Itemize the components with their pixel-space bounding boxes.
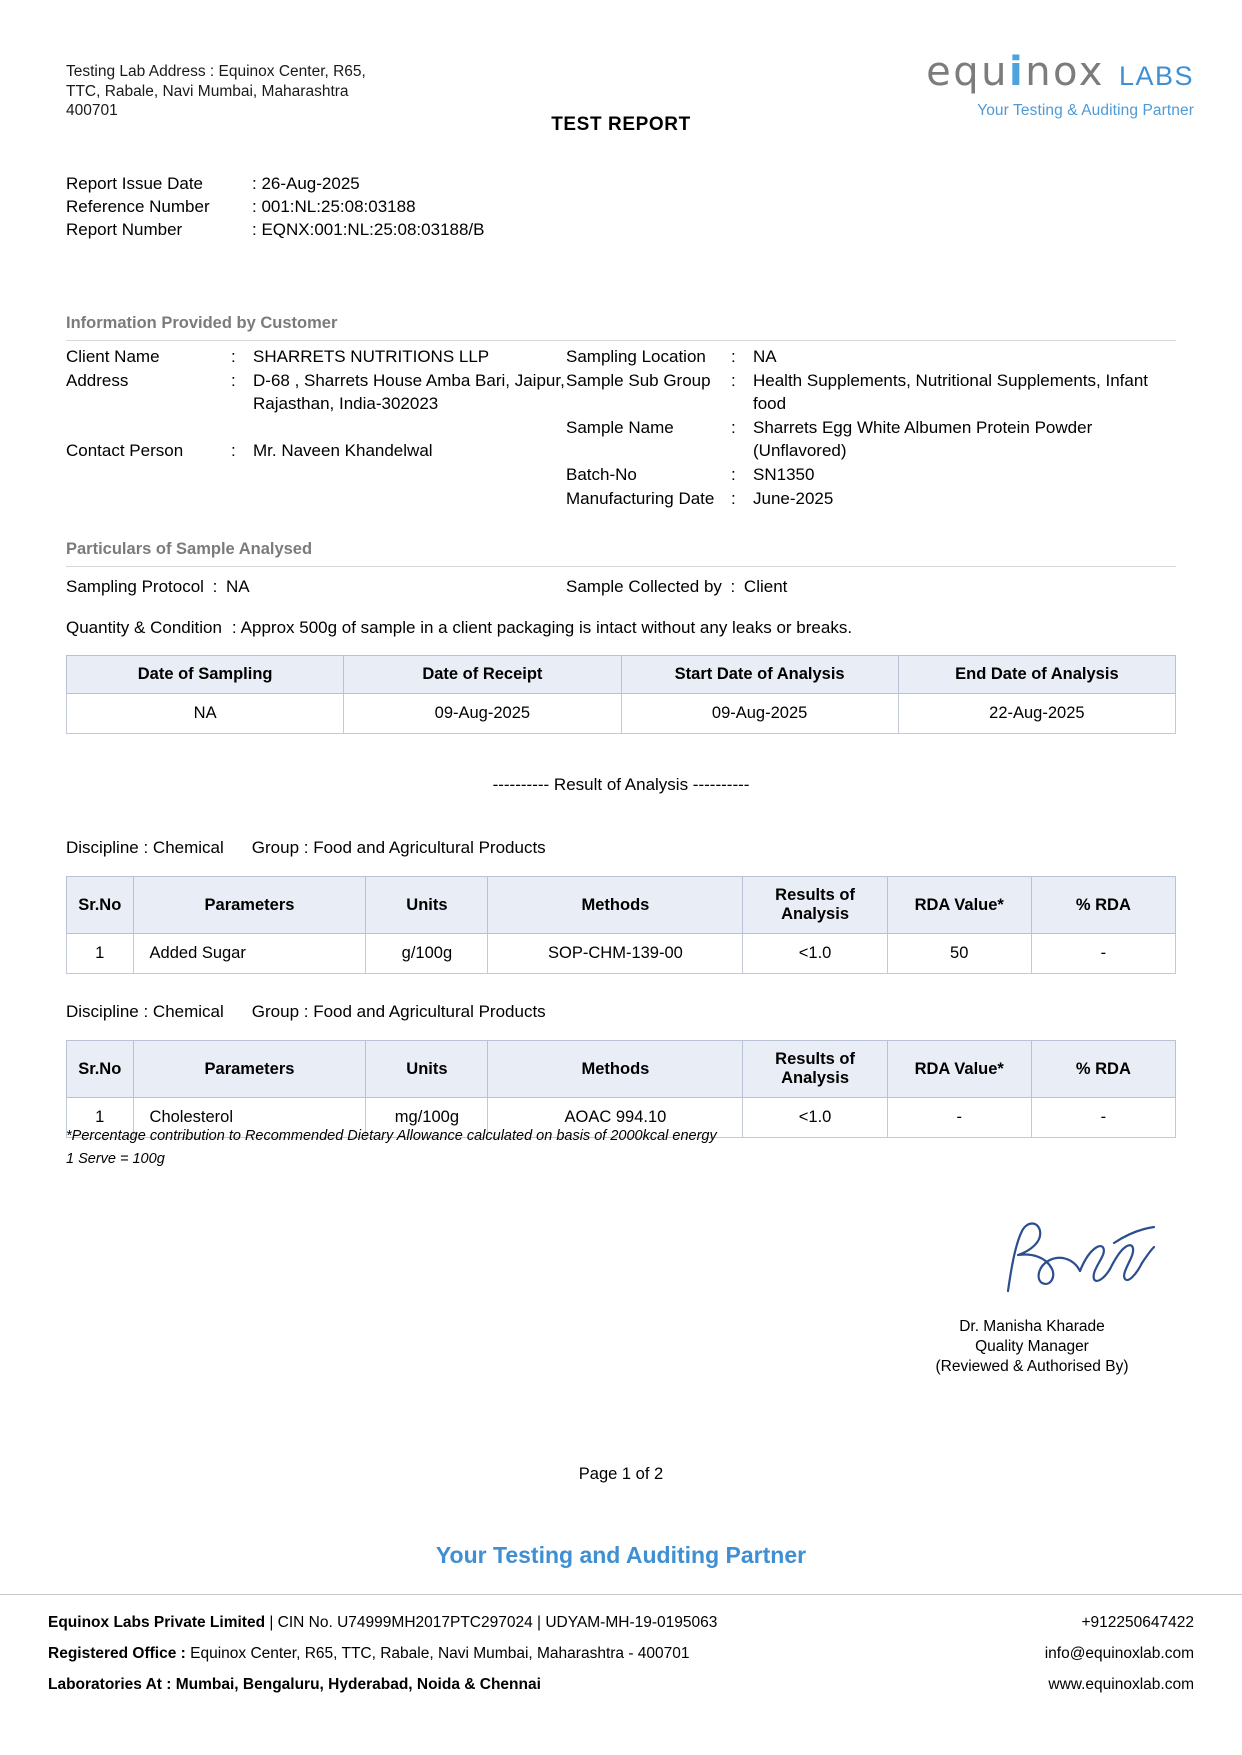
sr-no-cell-2: 1 [67, 1098, 134, 1138]
analysis-table-1-header-row [67, 877, 1176, 934]
page-title: TEST REPORT [551, 114, 691, 135]
customer-info-heading: Information Provided by Customer [66, 314, 1176, 341]
logo-text-part2: nox [1025, 49, 1105, 95]
rda-value-cell-2: - [887, 1098, 1031, 1138]
method-cell-2: AOAC 994.10 [488, 1098, 743, 1138]
address-row [66, 369, 566, 415]
analysis-table-2-header-row [67, 1041, 1176, 1098]
footer-row-office [0, 1638, 1242, 1669]
sample-name-colon: : [731, 418, 736, 437]
date-of-sampling-value: NA [67, 694, 344, 734]
logo-text-part1: equ [926, 49, 1009, 95]
reference-number-label: Reference Number [66, 197, 210, 216]
footer-office-label: Registered Office : [48, 1645, 186, 1662]
units-header-2: Units [366, 1041, 488, 1098]
footer-row-company [0, 1607, 1242, 1638]
sampling-protocol-value: NA [225, 577, 250, 596]
sample-sub-group-value: Health Supplements, Nutritional Supplements, Infant food [753, 371, 1149, 413]
manufacturing-date-row [566, 487, 1176, 510]
sr-no-cell-1: 1 [67, 934, 134, 974]
sampling-protocol-label: Sampling Protocol [66, 577, 204, 596]
pct-rda-header-1: % RDA [1031, 877, 1175, 934]
customer-info-grid [66, 345, 1176, 511]
sampling-protocol-colon: : [212, 577, 218, 596]
reference-number-row [66, 195, 485, 218]
methods-header-1: Methods [488, 877, 743, 934]
footer-office-address: Equinox Center, R65, TTC, Rabale, Navi Mumbai, Maharashtra - 400701 [185, 1645, 690, 1662]
rda-value-header-1: RDA Value* [887, 877, 1031, 934]
footnote-rda: *Percentage contribution to Recommended Dietary Allowance calculated on basis of 2000kcal energy [66, 1128, 717, 1144]
result-cell-2: <1.0 [743, 1098, 887, 1138]
reference-number-value: : 001:NL:25:08:03188 [252, 197, 416, 216]
footer-email[interactable]: info@equinoxlab.com [1044, 1645, 1194, 1662]
report-number-row [66, 218, 485, 241]
discipline-group-line-2 [66, 1002, 546, 1022]
manufacturing-date-colon: : [731, 489, 736, 508]
report-issue-date-value: : 26-Aug-2025 [252, 174, 360, 193]
date-of-receipt-header: Date of Receipt [344, 656, 621, 694]
signature-image [882, 1235, 1182, 1317]
methods-header-2: Methods [488, 1041, 743, 1098]
particulars-heading: Particulars of Sample Analysed [66, 540, 1176, 567]
pct-rda-cell-2: - [1031, 1098, 1175, 1138]
batch-no-label: Batch-No [566, 465, 637, 484]
lab-address: Testing Lab Address : Equinox Center, R65, TTC, Rabale, Navi Mumbai, Maharashtra 400701 [66, 63, 366, 119]
sample-name-label: Sample Name [566, 418, 674, 437]
date-of-receipt-value: 09-Aug-2025 [344, 694, 621, 734]
client-name-label: Client Name [66, 347, 160, 366]
footer-company-name: Equinox Labs Private Limited [48, 1614, 266, 1631]
report-issue-date-row [66, 172, 485, 195]
quantity-condition-row [66, 618, 1176, 638]
start-date-value: 09-Aug-2025 [621, 694, 898, 734]
sample-collected-label: Sample Collected by [566, 577, 722, 596]
footer-company-info [48, 1607, 1082, 1638]
units-cell-2: mg/100g [366, 1098, 488, 1138]
quantity-condition-colon: : [231, 618, 237, 637]
group-label-1: Group : Food and Agricultural Products [251, 838, 546, 857]
signatory-authorisation: (Reviewed & Authorised By) [935, 1358, 1129, 1375]
sr-no-header-1: Sr.No [67, 877, 134, 934]
client-name-value: SHARRETS NUTRITIONS LLP [253, 347, 490, 366]
logo-labs-text: LABS [1118, 61, 1194, 91]
start-date-header: Start Date of Analysis [621, 656, 898, 694]
manufacturing-date-label: Manufacturing Date [566, 489, 715, 508]
address-colon: : [231, 371, 236, 390]
contact-person-label: Contact Person [66, 441, 184, 460]
analysis-table-1 [66, 876, 1176, 974]
batch-no-row [566, 463, 1176, 486]
method-cell-1: SOP-CHM-139-00 [488, 934, 743, 974]
footer-company-registration: | CIN No. U74999MH2017PTC297024 | UDYAM-MH-19-0195063 [265, 1614, 718, 1631]
sampling-location-label: Sampling Location [566, 347, 706, 366]
sample-collected-colon: : [730, 577, 736, 596]
manufacturing-date-value: June-2025 [753, 489, 834, 508]
result-of-analysis-banner: ---------- Result of Analysis ---------- [492, 775, 750, 794]
quantity-condition-label: Quantity & Condition [66, 618, 222, 637]
dates-table-header-row [67, 656, 1176, 694]
end-date-value: 22-Aug-2025 [898, 694, 1175, 734]
address-value: D-68 , Sharrets House Amba Bari, Jaipur, Rajasthan, India-302023 [253, 371, 565, 413]
discipline-label-1: Discipline : Chemical [66, 838, 224, 857]
result-cell-1: <1.0 [743, 934, 887, 974]
logo-wordmark [926, 49, 1105, 95]
sample-sub-group-row [566, 369, 1176, 415]
sample-name-row [566, 416, 1176, 462]
customer-info-left-column [66, 345, 566, 511]
units-header-1: Units [366, 877, 488, 934]
client-name-row [66, 345, 566, 368]
footer-laboratories: Laboratories At : Mumbai, Bengaluru, Hyderabad, Noida & Chennai [48, 1676, 541, 1693]
parameter-cell-2: Cholesterol [133, 1098, 366, 1138]
parameter-cell-1: Added Sugar [133, 934, 366, 974]
quantity-condition-value: Approx 500g of sample in a client packaging is intact without any leaks or breaks. [240, 618, 853, 637]
report-number-value: : EQNX:001:NL:25:08:03188/B [252, 220, 485, 239]
sampling-location-row [566, 345, 1176, 368]
report-issue-date-label: Report Issue Date [66, 174, 204, 193]
results-header-1: Results of Analysis [743, 877, 887, 934]
signature-block [882, 1235, 1182, 1377]
contact-person-colon: : [231, 441, 236, 460]
client-name-colon: : [231, 347, 236, 366]
customer-info-right-column [566, 345, 1176, 511]
table-row [67, 694, 1176, 734]
sampling-location-colon: : [731, 347, 736, 366]
sampling-location-value: NA [753, 347, 777, 366]
batch-no-colon: : [731, 465, 736, 484]
report-meta-block [66, 172, 485, 241]
page-footer [0, 1594, 1242, 1700]
sample-sub-group-label: Sample Sub Group [566, 371, 711, 390]
sample-collected-row [566, 577, 1176, 597]
footer-office-info [48, 1638, 1045, 1669]
footer-row-labs [0, 1669, 1242, 1700]
rda-value-cell-1: 50 [887, 934, 1031, 974]
sample-sub-group-colon: : [731, 371, 736, 390]
partner-tagline: Your Testing and Auditing Partner [435, 1542, 807, 1568]
pct-rda-header-2: % RDA [1031, 1041, 1175, 1098]
footer-website[interactable]: www.equinoxlab.com [1048, 1676, 1194, 1693]
signatory-designation: Quality Manager [975, 1338, 1089, 1355]
report-number-label: Report Number [66, 220, 183, 239]
discipline-label-2: Discipline : Chemical [66, 1002, 224, 1021]
signatory-name: Dr. Manisha Kharade [959, 1318, 1105, 1335]
results-header-2: Results of Analysis [743, 1041, 887, 1098]
page-number: Page 1 of 2 [578, 1465, 664, 1483]
equinox-logo [894, 49, 1194, 120]
pct-rda-cell-1: - [1031, 934, 1175, 974]
logo-text-i: i [1008, 49, 1026, 95]
group-label-2: Group : Food and Agricultural Products [251, 1002, 546, 1021]
batch-no-value: SN1350 [753, 465, 815, 484]
table-row [67, 934, 1176, 974]
end-date-header: End Date of Analysis [898, 656, 1175, 694]
contact-person-value: Mr. Naveen Khandelwal [253, 441, 433, 460]
particulars-row [66, 577, 1176, 597]
sampling-protocol-row [66, 577, 566, 597]
parameters-header-2: Parameters [133, 1041, 366, 1098]
parameters-header-1: Parameters [133, 877, 366, 934]
footnote-serve: 1 Serve = 100g [66, 1151, 165, 1167]
date-of-sampling-header: Date of Sampling [67, 656, 344, 694]
rda-value-header-2: RDA Value* [887, 1041, 1031, 1098]
units-cell-1: g/100g [366, 934, 488, 974]
dates-table [66, 655, 1176, 734]
footer-phone[interactable]: +912250647422 [1081, 1614, 1194, 1631]
sample-collected-value: Client [743, 577, 788, 596]
sr-no-header-2: Sr.No [67, 1041, 134, 1098]
sample-name-value: Sharrets Egg White Albumen Protein Powder (Unflavored) [753, 418, 1093, 460]
page-header [0, 49, 1242, 142]
analysis-table-2 [66, 1040, 1176, 1138]
contact-person-row [66, 439, 566, 462]
address-label: Address [66, 371, 129, 390]
discipline-group-line-1 [66, 838, 546, 858]
logo-tagline: Your Testing & Auditing Partner [977, 102, 1194, 119]
